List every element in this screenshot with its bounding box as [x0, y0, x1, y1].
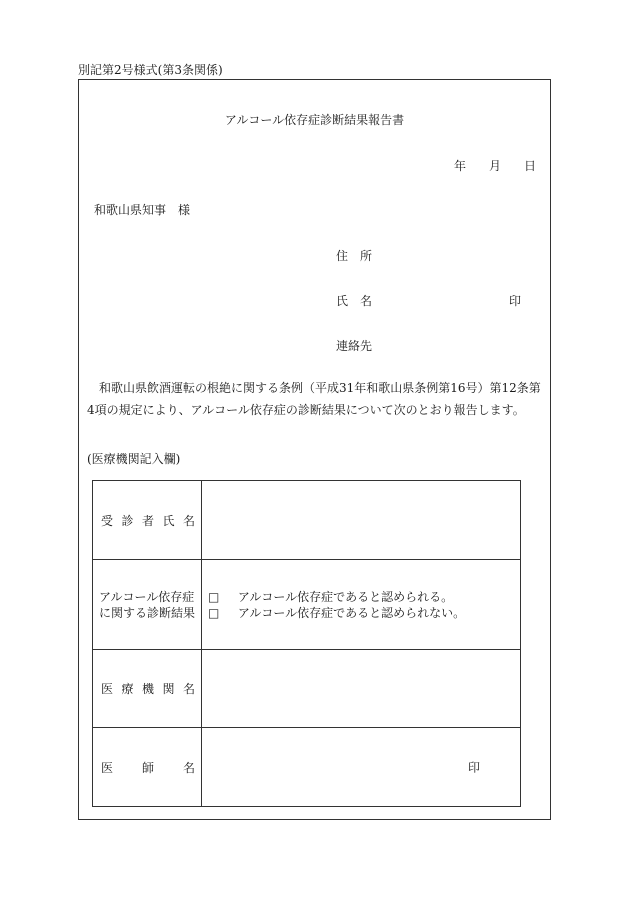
option-confirmed[interactable]: □ アルコール依存症であると認められる。 — [208, 589, 454, 604]
form-frame — [78, 79, 551, 820]
form-reference: 別記第2号様式(第3条関係) — [78, 63, 223, 77]
date-day: 日 — [524, 159, 537, 173]
institution-label: 医 療 機 関 名 — [101, 682, 195, 696]
date-month: 月 — [489, 159, 502, 173]
medical-note: (医療機関記入欄) — [87, 452, 181, 466]
table-row — [93, 650, 521, 728]
doctor-label-cell — [93, 728, 202, 807]
date-year: 年 — [454, 159, 467, 173]
table-row — [93, 728, 521, 807]
report-table — [92, 480, 521, 807]
patient-name-value[interactable] — [202, 481, 521, 560]
checkbox-icon[interactable]: □ — [208, 605, 220, 620]
contact-label: 連絡先 — [336, 339, 373, 353]
table-row — [93, 560, 521, 650]
doctor-seal: 印 — [468, 760, 481, 775]
table-row — [93, 481, 521, 560]
diagnosis-label-line-2: に関する診断結果 — [99, 605, 196, 620]
checkbox-icon[interactable]: □ — [208, 589, 220, 604]
diagnosis-label-cell — [93, 560, 202, 650]
doctor-label: 医 師 名 — [101, 760, 195, 775]
patient-label-cell — [93, 481, 202, 560]
institution-label-cell — [93, 650, 202, 728]
diagnosis-label-line-1: アルコール依存症 — [99, 589, 195, 604]
name-label: 氏 名 — [336, 294, 373, 308]
patient-label: 受 診 者 氏 名 — [101, 513, 195, 528]
option-not-confirmed[interactable]: □ アルコール依存症であると認められない。 — [208, 605, 466, 620]
recipient: 和歌山県知事 様 — [94, 203, 191, 217]
document-title: アルコール依存症診断結果報告書 — [224, 113, 405, 127]
address-label: 住 所 — [336, 249, 373, 263]
institution-name-value[interactable] — [202, 650, 521, 728]
diagnosis-options-cell — [202, 560, 521, 650]
applicant-seal: 印 — [509, 294, 522, 308]
body-text: 和歌山県飲酒運転の根絶に関する条例（平成31年和歌山県条例第16号）第12条第4項の規定により、アルコール依存症の診断結果について次のとおり報告します。 — [87, 381, 541, 417]
doctor-name-value[interactable] — [202, 728, 521, 807]
